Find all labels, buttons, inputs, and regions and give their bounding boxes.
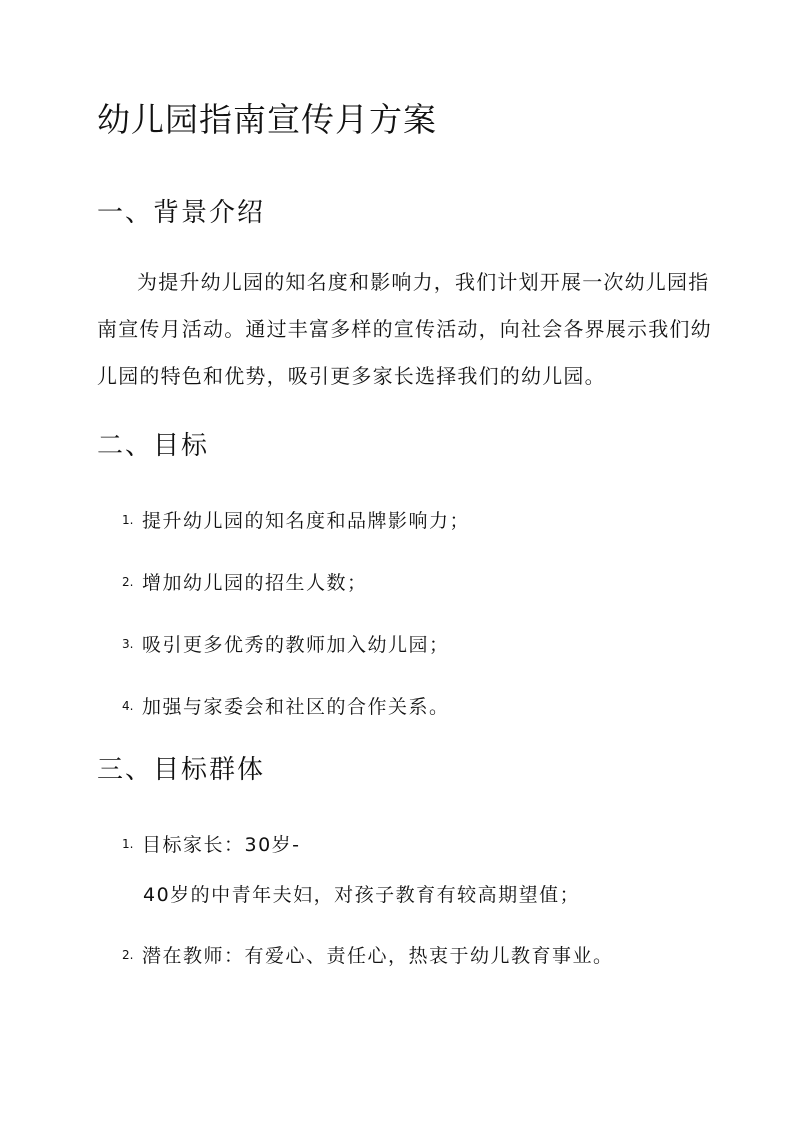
list-item xyxy=(122,506,470,533)
list-text: 增加幼儿园的招生人数； xyxy=(142,572,368,594)
list-item xyxy=(122,568,368,595)
list-number: 2. xyxy=(122,574,134,589)
list-item xyxy=(122,692,450,719)
document-title: 幼儿园指南宣传月方案 xyxy=(97,100,437,139)
paragraph-line: 南宣传月活动。通过丰富多样的宣传活动，向社会各界展示我们幼 xyxy=(97,317,712,341)
list-text: 加强与家委会和社区的合作关系。 xyxy=(142,696,450,718)
section-heading-goals: 二、目标 xyxy=(97,431,210,461)
list-item xyxy=(122,630,450,657)
list-number: 2. xyxy=(122,947,134,962)
section-heading-background: 一、背景介绍 xyxy=(97,198,266,228)
list-item xyxy=(122,830,301,857)
list-number: 3. xyxy=(122,636,134,651)
list-number: 1. xyxy=(122,512,134,527)
list-item xyxy=(122,941,614,968)
list-text: 提升幼儿园的知名度和品牌影响力； xyxy=(142,510,471,532)
background-paragraph xyxy=(97,259,712,400)
list-text: 吸引更多优秀的教师加入幼儿园； xyxy=(142,634,450,656)
list-number: 4. xyxy=(122,698,134,713)
list-text: 目标家长：30岁- xyxy=(142,834,301,856)
section-heading-target-group: 三、目标群体 xyxy=(97,755,266,785)
list-item-continuation: 40岁的中青年夫妇，对孩子教育有较高期望值； xyxy=(143,884,581,906)
paragraph-line: 儿园的特色和优势，吸引更多家长选择我们的幼儿园。 xyxy=(97,364,606,388)
paragraph-line: 为提升幼儿园的知名度和影响力，我们计划开展一次幼儿园指 xyxy=(137,270,710,294)
list-number: 1. xyxy=(122,836,134,851)
list-text: 潜在教师：有爱心、责任心，热衷于幼儿教育事业。 xyxy=(142,945,614,967)
